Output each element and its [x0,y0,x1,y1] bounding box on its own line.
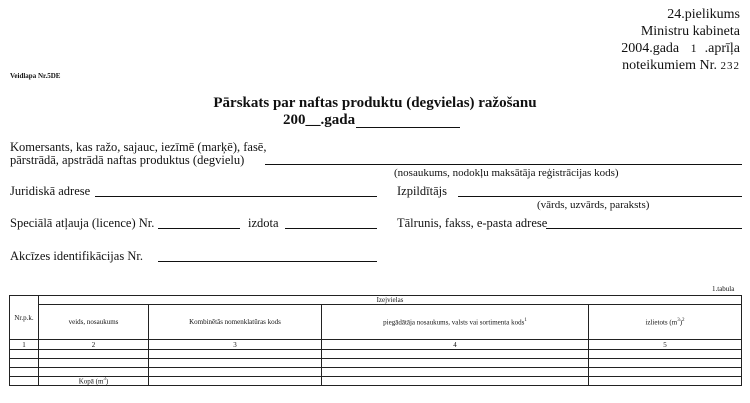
column-number-2: 2 [39,340,149,350]
contact-input-line[interactable] [546,228,742,229]
raw-materials-table [9,295,742,386]
table-cell[interactable] [322,350,589,359]
header-type: veids, nosaukums [39,305,149,340]
total-used-cell[interactable] [589,377,742,386]
header-supplier-text: piegādātāja nosaukums, valsts vai sortimenta kods [383,318,525,327]
header-used-close: ) [679,318,683,327]
executor-label: Izpildītājs [397,184,447,198]
table-cell[interactable] [149,350,322,359]
table-group-header-row [10,296,742,305]
column-number-4: 4 [322,340,589,350]
table-cell[interactable] [149,377,322,386]
excise-input-line[interactable] [158,261,377,262]
form-code: Veidlapa Nr.5DE [10,72,61,80]
merchant-label-line1: Komersants, kas ražo, sajauc, iezīmē (marķē), fasē, [10,140,267,154]
table-cell[interactable] [322,377,589,386]
annex-date [621,40,740,57]
legal-address-input-line[interactable] [95,196,377,197]
report-year: 200__.gada [283,112,356,128]
total-label-close: ) [105,377,109,386]
header-code: Kombinētās nomenklatūras kods [149,305,322,340]
table-row[interactable] [10,359,742,368]
table-column-header-row [10,305,742,340]
annex-date-suffix: .aprīļa [704,41,740,56]
table-cell[interactable] [10,350,39,359]
total-label-text: Kopā (m [78,377,104,386]
issued-label: izdota [248,216,279,230]
table-cell[interactable] [149,359,322,368]
header-raw-materials: Izejvielas [39,296,742,305]
license-label: Speciālā atļauja (licence) Nr. [10,216,155,230]
column-number-5: 5 [589,340,742,350]
table-cell[interactable] [322,368,589,377]
total-label [39,377,149,386]
table-cell[interactable] [10,368,39,377]
license-number-input-line[interactable] [158,228,240,229]
table-cell[interactable] [149,368,322,377]
table-cell[interactable] [39,368,149,377]
annex-regulation-prefix: noteikumiem Nr. [622,58,717,73]
column-number-3: 3 [149,340,322,350]
annex-regulation-number: 232 [720,60,740,72]
table-cell[interactable] [322,359,589,368]
header-nr: Nr.p.k. [10,296,39,340]
table-caption: 1.tabula [712,285,735,293]
annex-number: 24.pielikums [667,7,740,22]
legal-address-label: Juridiskā adrese [10,184,91,198]
table-cell[interactable] [589,350,742,359]
report-title: Pārskats par naftas produktu (degvielas) ražošanu [213,95,537,111]
merchant-input-line[interactable] [265,164,742,165]
table-row[interactable] [10,350,742,359]
annex-cabinet: Ministru kabineta [640,24,740,39]
total-row[interactable] [10,377,742,386]
executor-hint: (vārds, uzvārds, paraksts) [537,199,650,211]
annex-regulation [621,57,740,75]
table-cell[interactable] [39,350,149,359]
annex-date-day: 1 [690,41,697,55]
table-row[interactable] [10,368,742,377]
excise-label: Akcīzes identifikācijas Nr. [10,249,143,263]
header-used [589,305,742,340]
contact-label: Tālrunis, fakss, e-pasta adrese [397,216,548,230]
header-used-footnote: 2 [682,317,685,323]
annex-reference [621,6,740,75]
merchant-hint: (nosaukums, nodokļu maksātāja reģistrācijas kods) [394,167,619,179]
header-used-text: izlietots (m [645,318,678,327]
total-label-sup: 3 [103,377,106,382]
table-cell[interactable] [10,359,39,368]
executor-input-line[interactable] [458,196,742,197]
merchant-label-line2: pārstrādā, apstrādā naftas produktus (degvielu) [10,153,245,167]
total-empty-cell [10,377,39,386]
table-cell[interactable] [39,359,149,368]
table-cell[interactable] [589,368,742,377]
column-number-row [10,340,742,350]
header-supplier-footnote: 1 [524,317,527,323]
report-year-line[interactable] [356,127,460,128]
annex-date-prefix: 2004.gada [621,41,680,56]
issued-input-line[interactable] [285,228,377,229]
table-cell[interactable] [589,359,742,368]
header-supplier [322,305,589,340]
column-number-1: 1 [10,340,39,350]
header-used-unit-sup: 3 [677,317,680,323]
